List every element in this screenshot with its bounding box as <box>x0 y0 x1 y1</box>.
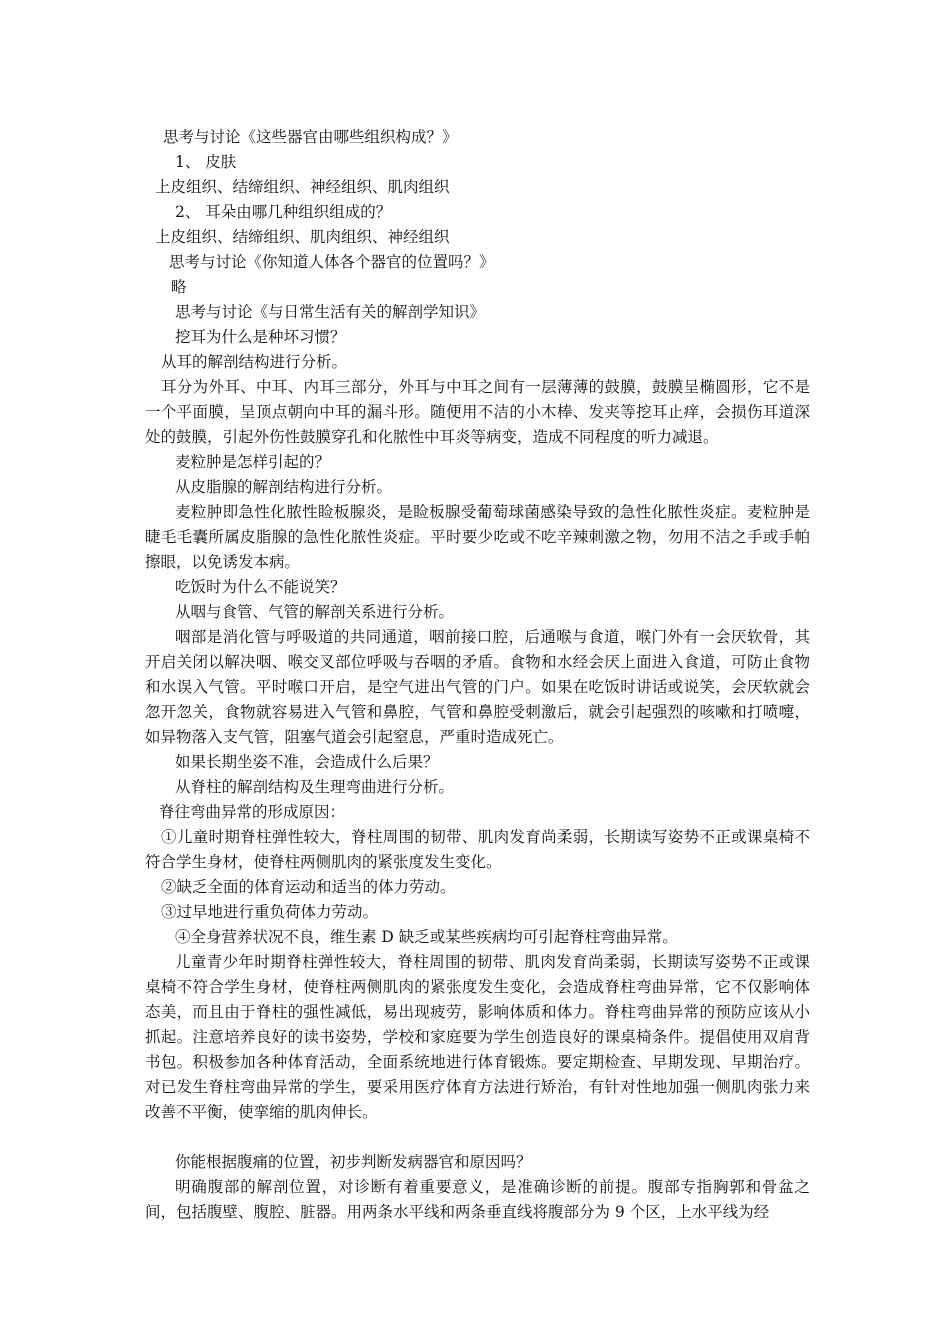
text-line: 你能根据腹痛的位置，初步判断发病器官和原因吗？ <box>175 1153 532 1171</box>
text-line: 吃饭时为什么不能说笑？ <box>175 578 346 596</box>
text-line: ②缺乏全面的体育运动和适当的体力劳动。 <box>161 878 456 896</box>
text-line: 从脊柱的解剖结构及生理弯曲进行分析。 <box>175 778 455 796</box>
text-line: 从咽与食管、气管的解剖关系进行分析。 <box>175 603 455 621</box>
paragraph: 咽部是消化管与呼吸道的共同通道，咽前接口腔，后通喉与食道，喉门外有一会厌软骨，其开启关闭以解决咽、喉交叉部位呼吸与吞咽的矛盾。食物和水经会厌上面进入食道，可防止食物和水误入气管。平时喉口开启，是空气进出气管的门户。如果在吃饭时讲话或说笑，会厌软就会忽开忽关，食物就容易进入气管和鼻腔，气管和鼻腔受刺激后，就会引起强烈的咳嗽和打喷嚏，如异物落入支气管，阻塞气道会引起窒息，严重时造成死亡。 <box>145 628 810 746</box>
text-line: 2、 耳朵由哪几种组织组成的？ <box>175 203 392 221</box>
blank-line <box>145 1125 810 1150</box>
text-line: 略 <box>171 278 187 296</box>
text-line: 如果长期坐姿不准，会造成什么后果？ <box>175 753 439 771</box>
text-line: 思考与讨论《你知道人体各个器官的位置吗？》 <box>169 253 495 271</box>
text-line: 挖耳为什么是种坏习惯？ <box>175 328 346 346</box>
text-line: 从皮脂腺的解剖结构进行分析。 <box>175 478 393 496</box>
paragraph: ①儿童时期脊柱弹性较大，脊柱周围的韧带、肌肉发育尚柔弱，长期读写姿势不正或课桌椅不符合学生身材，使脊柱两侧肌肉的紧张度发生变化。 <box>145 828 810 871</box>
text-line: 上皮组织、结缔组织、神经组织、肌肉组织 <box>155 178 450 196</box>
document-body <box>145 125 810 1225</box>
paragraph: 儿童青少年时期脊柱弹性较大，脊柱周围的韧带、肌肉发育尚柔弱，长期读写姿势不正或课桌椅不符合学生身材，使脊柱两侧肌肉的紧张度发生变化，会造成脊柱弯曲异常，它不仅影响体态美，而且由于脊柱的强性减低，易出现疲劳，影响体质和体力。脊柱弯曲异常的预防应该从小抓起。注意培养良好的读书姿势，学校和家庭要为学生创造良好的课桌椅条件。提倡使用双肩背书包。积极参加各种体育活动，全面系统地进行体育锻炼。要定期检查、早期发现、早期治疗。对已发生脊柱弯曲异常的学生，要采用医疗体育方法进行矫治，有针对性地加强一侧肌肉张力来改善不平衡，使挛缩的肌肉伸长。 <box>145 953 810 1121</box>
text-line: 1、 皮肤 <box>175 153 237 171</box>
text-line: 从耳的解剖结构进行分析。 <box>161 353 348 371</box>
paragraph: 明确腹部的解剖位置，对诊断有着重要意义，是准确诊断的前提。腹部专指胸郭和骨盆之间，包括腹壁、腹腔、脏器。用两条水平线和两条垂直线将腹部分为 9 个区，上水平线为经 <box>145 1178 810 1221</box>
text-line: 麦粒肿是怎样引起的？ <box>175 453 331 471</box>
text-line: ③过早地进行重负荷体力劳动。 <box>161 903 379 921</box>
paragraph: 麦粒肿即急性化脓性睑板腺炎，是睑板腺受葡萄球菌感染导致的急性化脓性炎症。麦粒肿是睫毛毛囊所属皮脂腺的急性化脓性炎症。平时要少吃或不吃辛辣刺激之物，勿用不洁之手或手帕擦眼，以免诱发本病。 <box>145 503 810 571</box>
text-line: 脊往弯曲异常的形成原因： <box>159 803 346 821</box>
text-line: 思考与讨论《这些器官由哪些组织构成？》 <box>163 128 458 146</box>
text-line: ④全身营养状况不良，维生素 D 缺乏或某些疾病均可引起脊柱弯曲异常。 <box>175 928 678 946</box>
text-line: 思考与讨论《与日常生活有关的解剖学知识》 <box>175 303 486 321</box>
text-line: 上皮组织、结缔组织、肌肉组织、神经组织 <box>155 228 450 246</box>
paragraph: 耳分为外耳、中耳、内耳三部分，外耳与中耳之间有一层薄薄的鼓膜，鼓膜呈椭圆形，它不是一个平面膜，呈顶点朝向中耳的漏斗形。随便用不洁的小木棒、发夹等挖耳止痒，会损伤耳道深处的鼓膜，引起外伤性鼓膜穿孔和化脓性中耳炎等病变，造成不同程度的听力减退。 <box>145 378 810 446</box>
